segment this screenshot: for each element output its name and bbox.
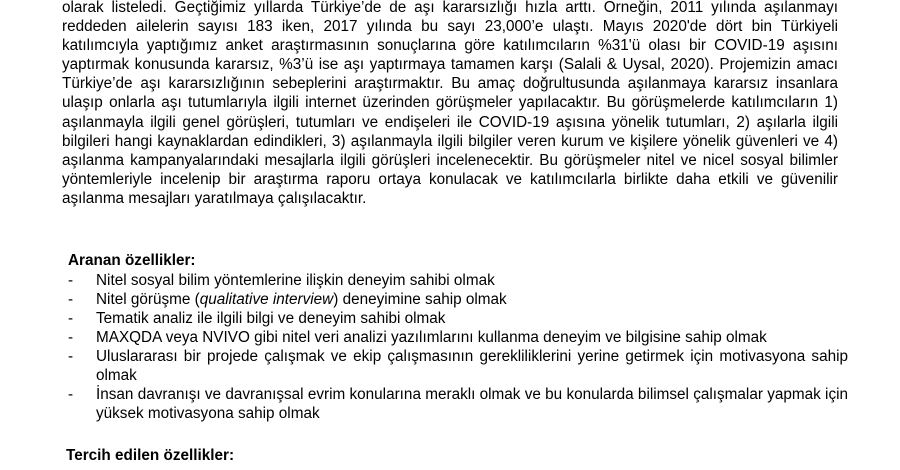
list-bullet: - <box>68 329 74 346</box>
list-item-text: Uluslararası bir projede çalışmak ve ekip çalışmasının gerekliliklerini yerine getirmek için motivasyona sahip olmak <box>96 348 848 384</box>
list-item-text: Nitel sosyal bilim yöntemlerine ilişkin deneyim sahibi olmak <box>96 272 495 289</box>
list-bullet: - <box>68 272 74 289</box>
list-item <box>62 328 848 347</box>
preferred-qualifications-heading: Tercih edilen özellikler: <box>66 447 235 464</box>
list-bullet: - <box>68 386 74 403</box>
list-item <box>62 271 848 290</box>
list-item <box>62 385 848 423</box>
list-bullet: - <box>68 348 74 365</box>
list-item-italic-term: qualitative interview <box>199 291 334 308</box>
list-bullet: - <box>68 310 74 327</box>
required-qualifications-list <box>62 271 848 423</box>
list-item-text: MAXQDA veya NVIVO gibi nitel veri analizi yazılımlarını kullanma deneyim ve bilgisine sahip olmak <box>96 329 767 346</box>
list-item <box>62 309 848 328</box>
list-item <box>62 347 848 385</box>
list-item <box>62 290 848 309</box>
list-item-text: İnsan davranışı ve davranışsal evrim konularına meraklı olmak ve bu konularda bilimsel çalışmalar yapmak için yüksek motivasyona sahip olmak <box>96 386 848 422</box>
list-item-text <box>96 290 848 309</box>
list-item-text-part: ) deneyimine sahip olmak <box>333 291 507 308</box>
list-bullet: - <box>68 291 74 308</box>
body-paragraph: olarak listeledi. Geçtiğimiz yıllarda Türkiye’de de aşı kararsızlığı hızla arttı. Örneğin, 2011 yılında aşılanmayı reddeden ailelerin sayısı 183 iken, 2017 yılında bu sayı 23,000’e ulaştı. Mayıs 2020'de dört bin Türkiyeli katılımcıyla yaptığımız anket araştırmasının sonuçlarına göre katılımcıların %31'ü olası bir COVID-19 aşısını yaptırmak konusunda kararsız, %3’ü ise aşı yaptırmaya tamamen karşı (Salali & Uysal, 2020). Projemizin amacı Türkiye’de aşı kararsızlığının sebeplerini araştırmaktır. Bu amaç doğrultusunda aşılanmaya kararsız insanlara ulaşıp onlarla aşı tutumlarıyla ilgili internet üzerinden görüşmeler yapılacaktır. Bu görüşmelerde katılımcıların 1) aşılanmayla ilgili genel görüşleri, tutumları ve endişeleri ile COVID-19 aşısına yönelik tutumları, 2) aşılarla ilgili bilgileri hangi kaynaklardan edindikleri, 3) aşılanmayla ilgili bilgiler veren kurum ve kişilere yönelik güvenleri ve 4) aşılanma kampanyalarındaki mesajlarla ilgili görüşleri incelenecektir. Bu görüşmeler nitel ve nicel sosyal bilimler yöntemleriyle incelenip bir araştırma raporu ortaya konulacak ve katılımcılarla birlikte daha etkili ve güvenilir aşılanma mesajları yaratılmaya çalışılacaktır. <box>62 0 838 207</box>
list-item-text-part: Nitel görüşme ( <box>96 291 200 308</box>
list-item-text: Tematik analiz ile ilgili bilgi ve deneyim sahibi olmak <box>96 310 446 327</box>
required-qualifications-heading: Aranan özellikler: <box>68 252 196 269</box>
